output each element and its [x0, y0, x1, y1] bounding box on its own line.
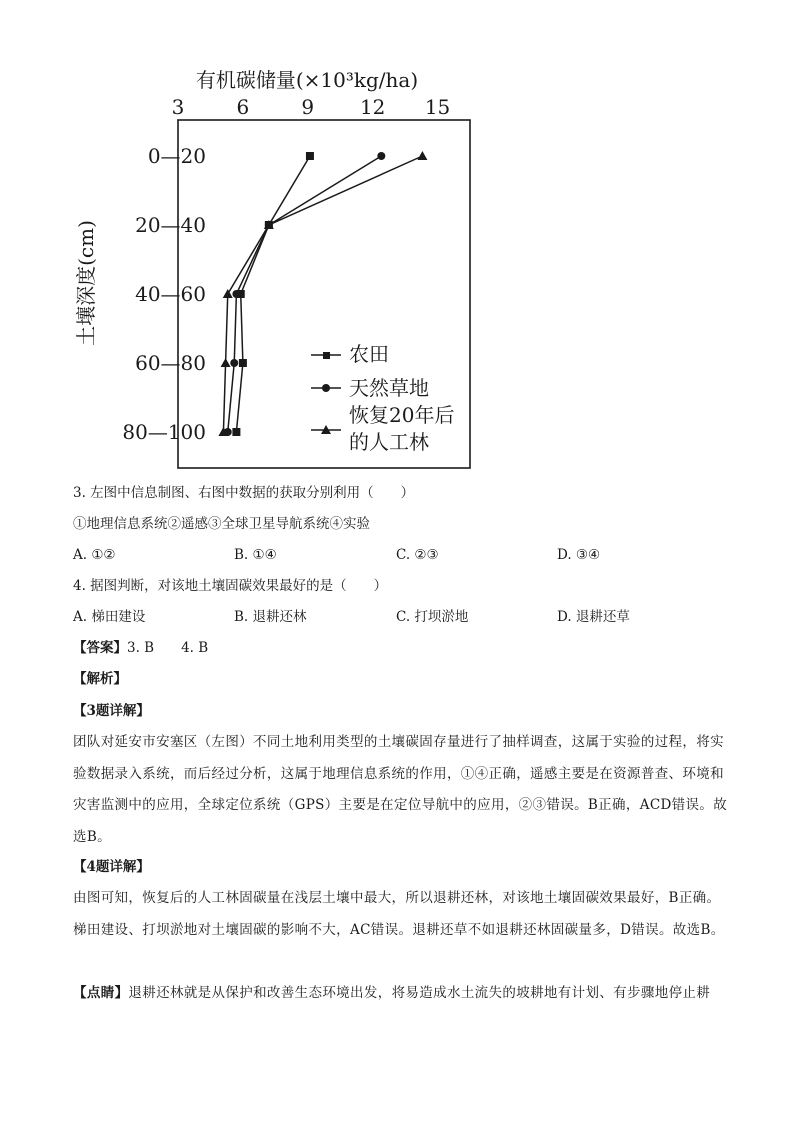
tip-label: 【 点睛 】	[73, 985, 128, 1001]
q4-stem: 4. 据图判断，对该地土壤固碳效果最好的是（ ）	[73, 578, 388, 594]
detail3-heading	[73, 701, 150, 721]
analysis-heading	[73, 669, 127, 689]
x-tick-label: 6	[236, 95, 250, 119]
q4-option-b: B. 退耕还林	[234, 609, 307, 625]
detail4-label: 【 4题详解 】	[73, 859, 150, 875]
q4-option-c: C. 打坝淤地	[396, 609, 469, 625]
q3-items: ①地理信息系统②遥感③全球卫星导航系统④实验	[73, 516, 370, 532]
y-tick-label: 40—60	[135, 282, 206, 306]
y-tick-labels	[122, 144, 206, 444]
y-tick-label: 60—80	[135, 351, 206, 375]
x-tick-label: 15	[424, 95, 451, 119]
x-tick-label: 3	[171, 95, 185, 119]
legend-item-farmland	[311, 342, 389, 366]
answer-text: 3. B 4. B	[127, 640, 209, 656]
legend-item-plantation	[311, 403, 454, 454]
series-line-farmland	[236, 156, 310, 432]
x-tick-label: 9	[301, 95, 315, 119]
data-point-grassland	[232, 290, 240, 298]
q3-option-b: B. ①④	[234, 547, 277, 563]
y-axis-label: 土壤深度(cm)	[74, 220, 98, 346]
legend-label-farmland: 农田	[349, 342, 389, 366]
x-tick-labels	[172, 95, 451, 119]
data-point-farmland	[306, 152, 314, 160]
q4-option-a: A. 梯田建设	[73, 609, 146, 625]
legend-label-grassland: 天然草地	[349, 376, 429, 400]
data-point-grassland	[377, 152, 385, 160]
data-point-plantation	[417, 151, 427, 160]
q4-option-d: D. 退耕还草	[557, 609, 630, 625]
q3-option-d: D. ③④	[557, 547, 601, 563]
tip-text: 退耕还林就是从保护和改善生态环境出发，将易造成水土流失的坡耕地有计划、有步骤地停止耕	[128, 985, 711, 1001]
y-tick-label: 20—40	[135, 213, 206, 237]
legend-label-plantation-line2: 的人工林	[349, 430, 429, 454]
analysis-label: 【 解析 】	[73, 671, 127, 687]
y-tick-label: 80—100	[122, 420, 206, 444]
data-point-grassland	[230, 359, 238, 367]
detail4-text: 由图可知，恢复后的人工林固碳量在浅层土壤中最大，所以退耕还林，对该地土壤固碳效果最好，B正确。梯田建设、打坝淤地对土壤固碳的影响不大，AC错误。退耕还草不如退耕还林固碳量多，D错误。故选B。	[73, 890, 725, 938]
answer-line	[73, 638, 208, 658]
answer-label: 【 答案 】	[73, 640, 127, 656]
detail3-text: 团队对延安市安塞区（左图）不同土地利用类型的土壤碳固存量进行了抽样调查，这属于实验的过程，将实验数据录入系统，而后经过分析，这属于地理信息系统的作用，①④正确，遥感主要是在资源普查、环境和灾害监测中的应用，全球定位系统（GPS）主要是在定位导航中的应用，②③错误。B正确，ACD错误。故选B。	[73, 734, 728, 845]
y-tick-label: 0—20	[147, 144, 206, 168]
data-point-farmland	[239, 359, 247, 367]
q3-option-a: A. ①②	[73, 547, 116, 563]
data-point-plantation	[223, 289, 233, 298]
legend	[311, 342, 454, 454]
legend-item-grassland	[311, 376, 429, 400]
chart-title: 有机碳储量(×10³kg/ha)	[195, 68, 419, 92]
q3-stem: 3. 左图中信息制图、右图中数据的获取分别利用（ ）	[73, 485, 415, 501]
detail3-label: 【 3题详解 】	[73, 703, 150, 719]
soil-carbon-chart	[60, 58, 480, 478]
data-point-plantation	[221, 358, 231, 367]
legend-label-plantation-line1: 恢复20年后	[349, 403, 455, 427]
tip-paragraph	[73, 978, 733, 1010]
x-tick-label: 12	[359, 95, 386, 119]
data-point-farmland	[232, 428, 240, 436]
q3-option-c: C. ②③	[396, 547, 439, 563]
detail4-heading	[73, 857, 150, 877]
